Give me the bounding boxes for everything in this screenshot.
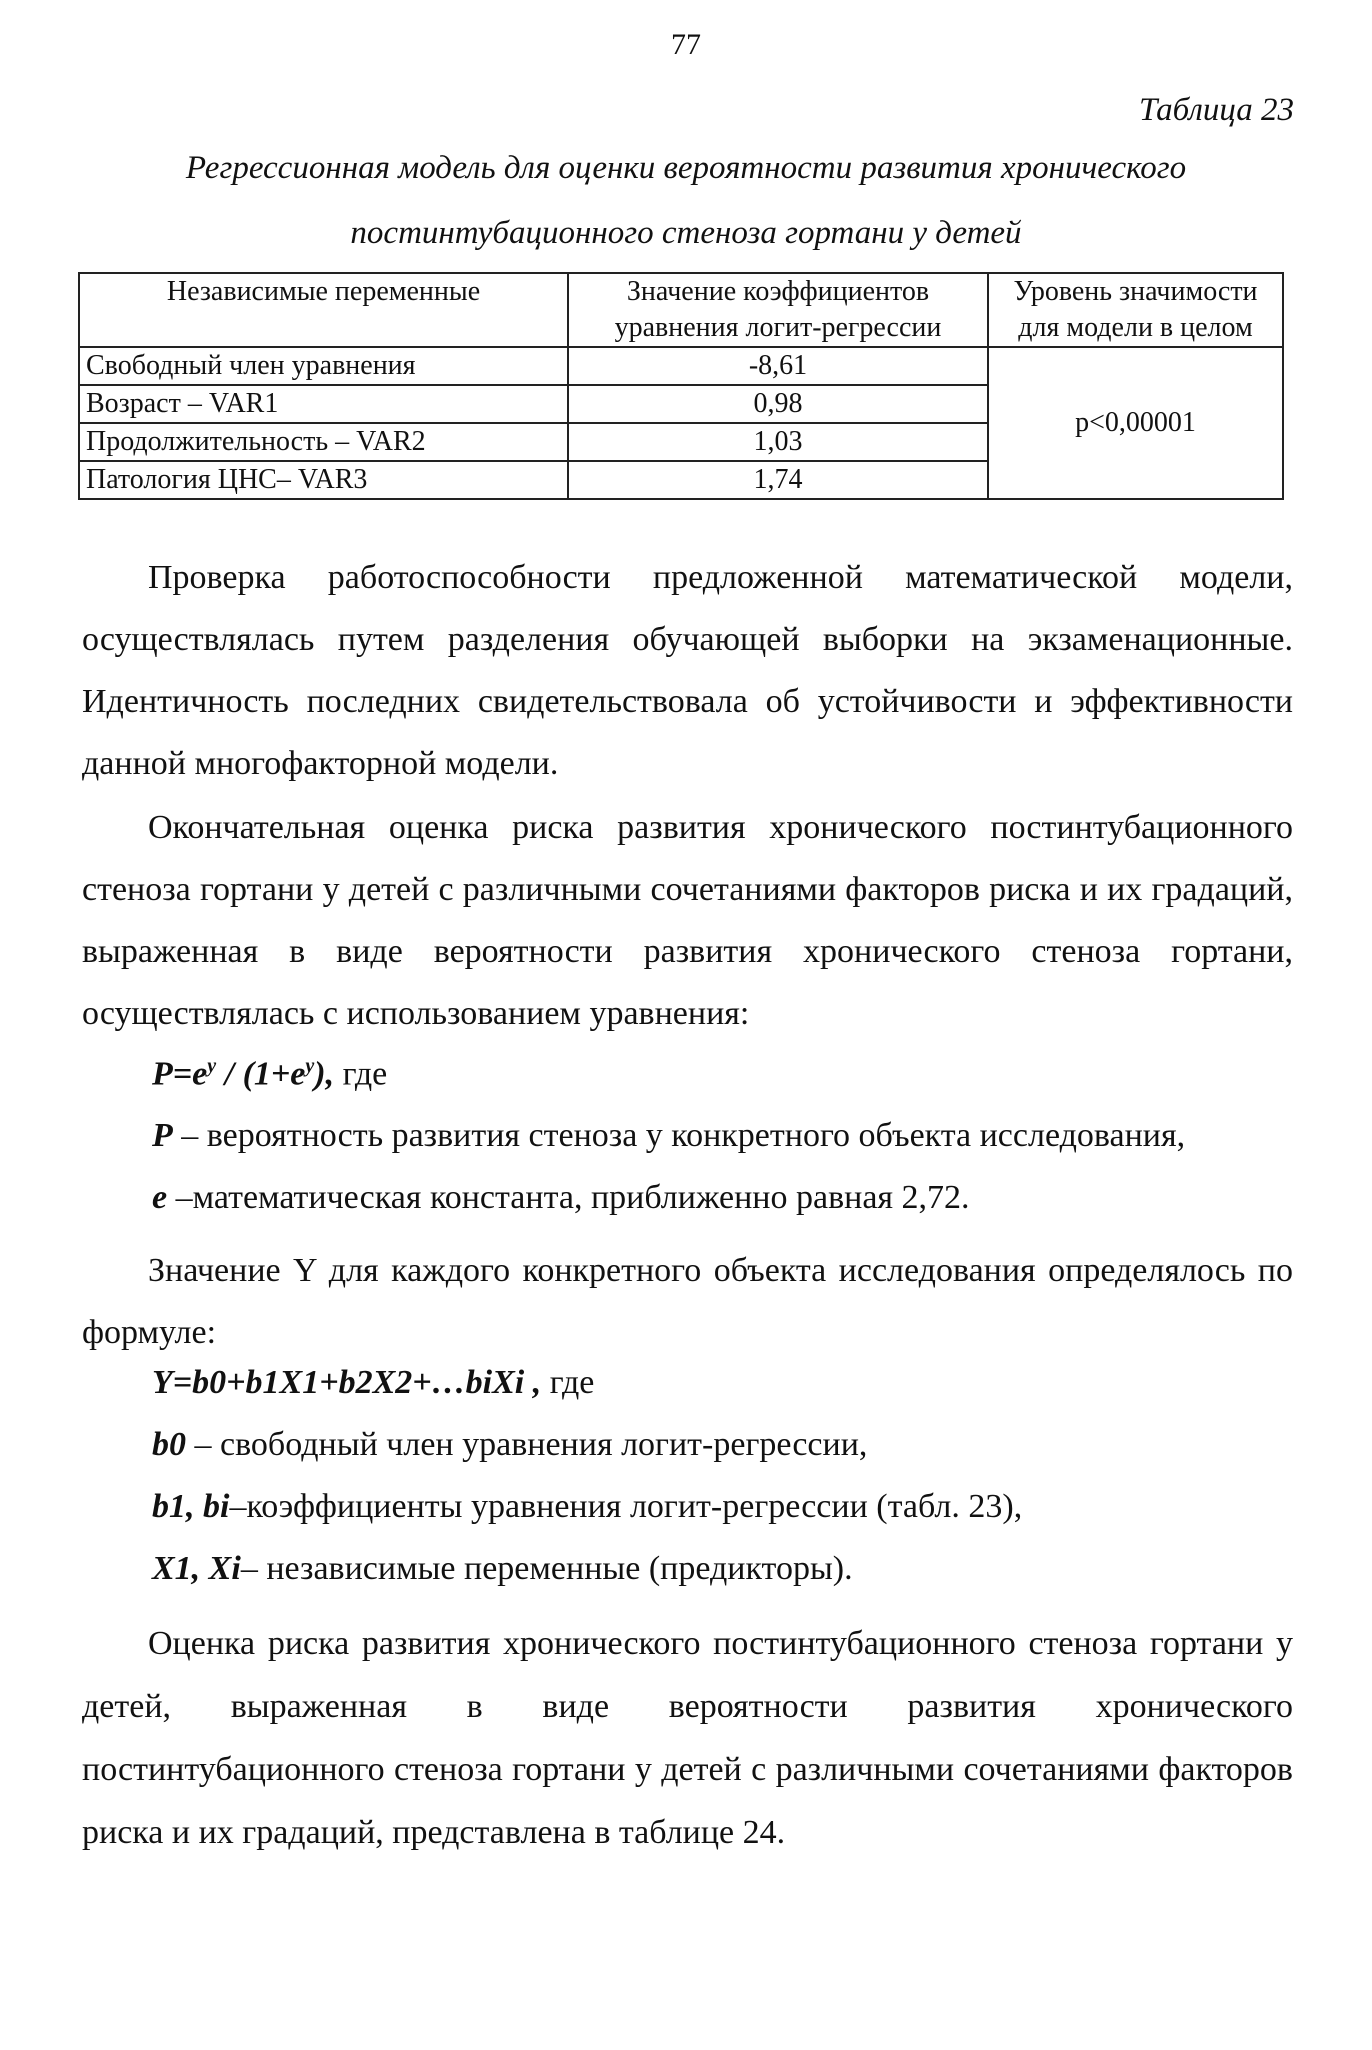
definition-b1 <box>152 1488 1022 1526</box>
definition-text: –математическая константа, приближенно равная 2,72. <box>167 1179 970 1216</box>
row-coefficient: 1,03 <box>568 423 988 461</box>
table-caption-line-2: постинтубационного стеноза гортани у детей <box>350 215 1022 251</box>
definition-b0 <box>152 1426 867 1464</box>
significance-cell: p<0,00001 <box>988 347 1283 499</box>
paragraph-y-value: Значение Y для каждого конкретного объекта исследования определялось по формуле: <box>82 1252 1293 1351</box>
row-variable: Патология ЦНС– VAR3 <box>79 461 568 499</box>
table-label: Таблица 23 <box>1139 92 1294 128</box>
table-row <box>79 347 1283 385</box>
probability-formula <box>152 1055 387 1093</box>
regression-table <box>78 272 1284 500</box>
definition-x <box>152 1550 853 1588</box>
formula-sup-1: y <box>207 1055 217 1077</box>
header-coefficients: Значение коэффициентов уравнения логит-регрессии <box>568 273 988 347</box>
linear-predictor-formula <box>152 1364 594 1402</box>
definition-symbol: X1, Xi <box>152 1550 241 1587</box>
row-coefficient: 0,98 <box>568 385 988 423</box>
header-significance: Уровень значимости для модели в целом <box>988 273 1283 347</box>
page-number: 77 <box>671 28 701 61</box>
definition-text: – свободный член уравнения логит-регрессии, <box>186 1426 868 1463</box>
definition-text: – независимые переменные (предикторы). <box>240 1550 853 1587</box>
definition-e <box>152 1179 970 1217</box>
row-coefficient: -8,61 <box>568 347 988 385</box>
row-variable: Продолжительность – VAR2 <box>79 423 568 461</box>
formula-end: ), <box>314 1055 335 1093</box>
formula-mid: / (1+e <box>216 1055 306 1093</box>
table-caption-line-1: Регрессионная модель для оценки вероятности развития хронического <box>185 150 1187 186</box>
definition-symbol: P <box>152 1117 173 1154</box>
definition-symbol: e <box>152 1179 168 1216</box>
formula-suffix: где <box>334 1055 388 1093</box>
definition-symbol: b1, bi <box>152 1488 230 1525</box>
formula-sup-2: y <box>305 1055 315 1077</box>
table-header-row <box>79 273 1283 347</box>
definition-text: – вероятность развития стеноза у конкретного объекта исследования, <box>172 1117 1186 1154</box>
row-coefficient: 1,74 <box>568 461 988 499</box>
row-variable: Возраст – VAR1 <box>79 385 568 423</box>
row-variable: Свободный член уравнения <box>79 347 568 385</box>
paragraph-risk-estimation: Окончательная оценка риска развития хронического постинтубационного стеноза гортани у детей с различными сочетаниями факторов риска и их градаций, выраженная в виде вероятности развития хронического стеноза гортани, осуществлялась с использованием уравнения: <box>82 809 1293 1032</box>
formula-p-eq: P=e <box>152 1055 208 1093</box>
paragraph-model-validation: Проверка работоспособности предложенной математической модели, осуществлялась путем разделения обучающей выборки на экзаменационные. Идентичность последних свидетельствовала об устойчивости и эффективности данной многофакторной модели. <box>82 559 1293 782</box>
paragraph-table-reference: Оценка риска развития хронического постинтубационного стеноза гортани у детей, выраженная в виде вероятности развития хронического постинтубационного стеноза гортани у детей с различными сочетаниями факторов риска и их градаций, представлена в таблице 24. <box>82 1625 1293 1851</box>
definition-p <box>152 1117 1185 1155</box>
definition-text: –коэффициенты уравнения логит-регрессии (табл. 23), <box>229 1488 1023 1525</box>
header-variables: Независимые переменные <box>79 273 568 347</box>
formula-y: Y=b0+b1X1+b2X2+…biXi , <box>152 1364 542 1401</box>
definition-symbol: b0 <box>152 1426 186 1463</box>
formula-suffix: где <box>541 1364 595 1401</box>
